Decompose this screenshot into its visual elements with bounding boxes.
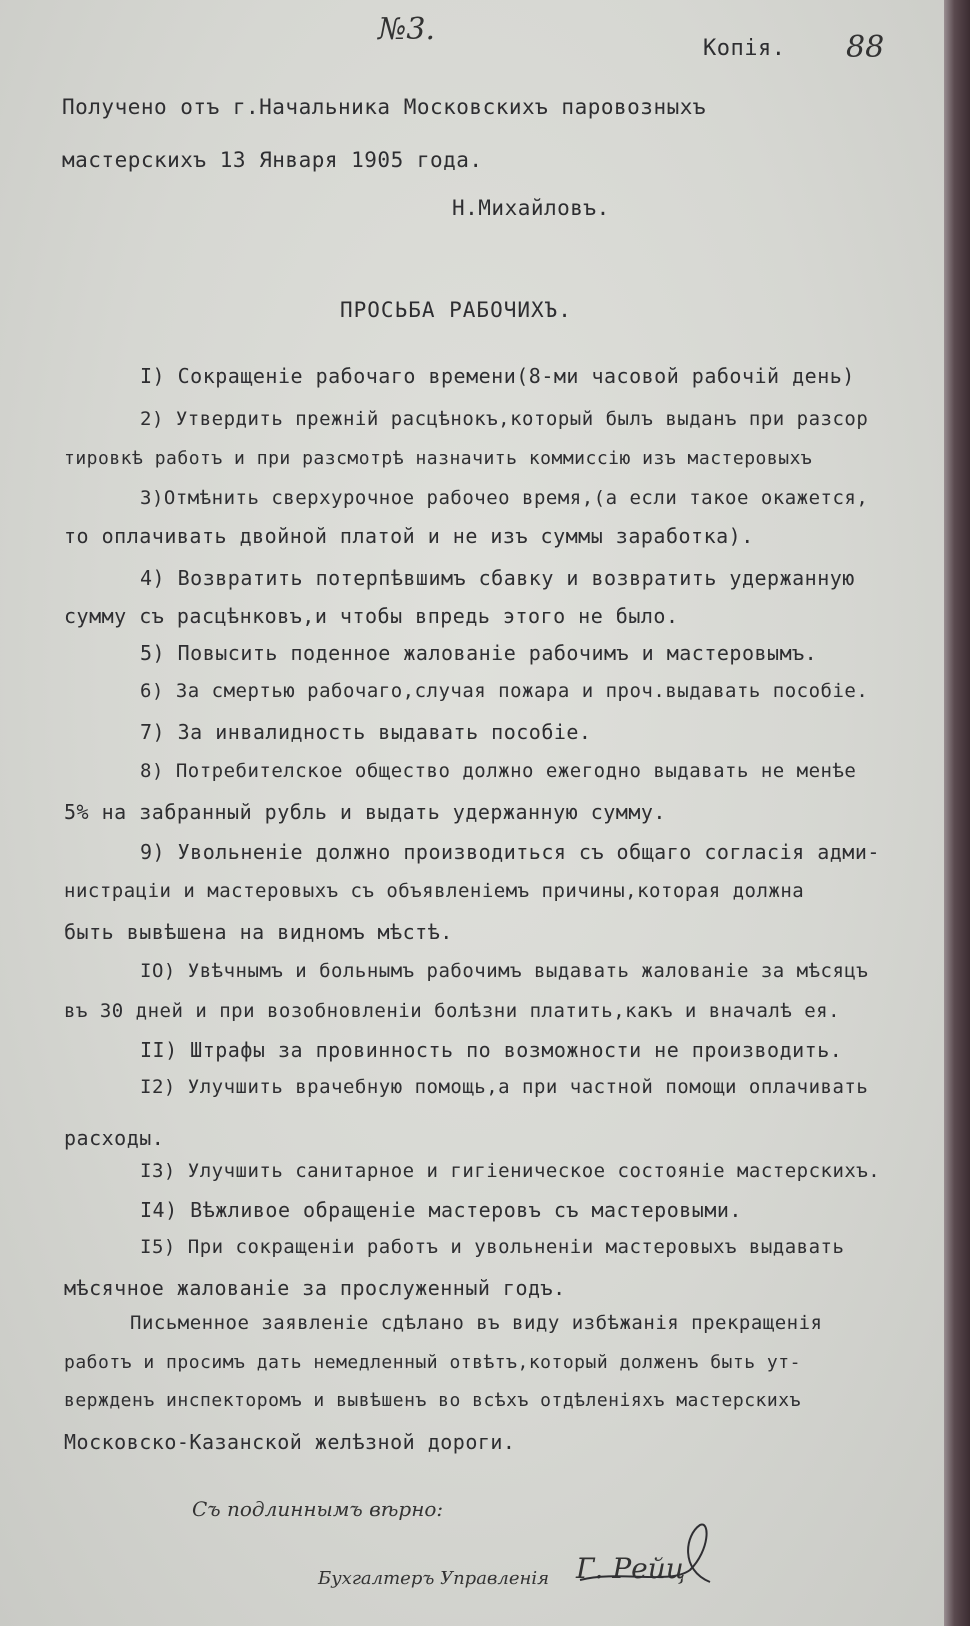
- signature-flourish: [560, 1500, 760, 1610]
- intro-line-2: мастерскихъ 13 Января 1905 года.: [62, 148, 483, 172]
- body-line: 7) За инвалидность выдавать пособіе.: [140, 720, 592, 744]
- body-line: вержденъ инспекторомъ и вывѣшенъ во всѣхъ отдѣленіяхъ мастерскихъ: [64, 1390, 801, 1411]
- page-number: 88: [846, 30, 885, 65]
- signer-position: Бухгалтеръ Управленія: [318, 1568, 550, 1589]
- signature: Г. Рейц: [576, 1552, 686, 1585]
- body-line: 5) Повысить поденное жалованіе рабочимъ и мастеровымъ.: [140, 641, 818, 665]
- body-line: мѣсячное жалованіе за прослуженный годъ.: [64, 1276, 566, 1300]
- intro-signer: Н.Михайловъ.: [452, 196, 610, 220]
- body-line: I) Сокращеніе рабочаго времени(8-ми часовой рабочій день): [140, 364, 855, 388]
- body-line: тировкѣ работъ и при разсмотрѣ назначить коммиссію изъ мастеровыхъ: [64, 448, 813, 469]
- body-line: 8) Потребителское общество должно ежегодно выдавать не менѣе: [140, 760, 857, 782]
- body-line: быть вывѣшена на видномъ мѣстѣ.: [64, 920, 453, 944]
- body-line: I4) Вѣжливое обращеніе мастеровъ съ мастеровыми.: [140, 1198, 742, 1222]
- certification-note: Съ подлиннымъ вѣрно:: [192, 1497, 444, 1521]
- body-line: 6) За смертью рабочаго,случая пожара и проч.выдавать пособіе.: [140, 680, 869, 702]
- intro-line-1: Получено отъ г.Начальника Московскихъ паровозныхъ: [62, 95, 707, 119]
- body-line: I5) При сокращеніи работъ и увольненіи мастеровыхъ выдавать: [140, 1236, 845, 1258]
- body-line: Московско-Казанской желѣзной дороги.: [64, 1430, 516, 1454]
- body-line: 4) Возвратить потерпѣвшимъ сбавку и возвратить удержанную: [140, 566, 855, 590]
- body-line: сумму съ расцѣнковъ,и чтобы впредь этого не было.: [64, 604, 679, 628]
- document-number: №3.: [378, 12, 436, 47]
- body-line: IO) Увѣчнымъ и больнымъ рабочимъ выдавать жалованіе за мѣсяцъ: [140, 960, 869, 982]
- body-line: работъ и просимъ дать немедленный отвѣтъ,который долженъ быть ут-: [64, 1352, 801, 1373]
- body-line: I2) Улучшить врачебную помощь,а при частной помощи оплачивать: [140, 1076, 869, 1098]
- body-line: 9) Увольненіе должно производиться съ общаго согласія адми-: [140, 840, 880, 864]
- body-line: въ 30 дней и при возобновленіи болѣзни платить,какъ и вначалѣ ея.: [64, 1000, 841, 1022]
- body-line: 3)Отмѣнить сверхурочное рабочео время,(а если такое окажется,: [140, 487, 869, 509]
- body-line: I3) Улучшить санитарное и гигіеническое состояніе мастерскихъ.: [140, 1160, 881, 1182]
- body-line: 2) Утвердить прежній расцѣнокъ,который былъ выданъ при разсор: [140, 408, 869, 430]
- body-line: II) Штрафы за провинность по возможности не производить.: [140, 1038, 843, 1062]
- body-line: нистраціи и мастеровыхъ съ объявленіемъ причины,которая должна: [64, 880, 805, 902]
- document-title: ПРОСЬБА РАБОЧИХЪ.: [340, 298, 572, 322]
- body-line: 5% на забранный рубль и выдать удержанную сумму.: [64, 800, 666, 824]
- body-line: Письменное заявленіе сдѣлано въ виду избѣжанія прекращенія: [130, 1312, 823, 1334]
- body-line: расходы.: [64, 1126, 165, 1150]
- frame-edge: [944, 0, 970, 1626]
- body-line: то оплачивать двойной платой и не изъ суммы заработка).: [64, 524, 754, 548]
- copy-label: Копія.: [703, 36, 786, 61]
